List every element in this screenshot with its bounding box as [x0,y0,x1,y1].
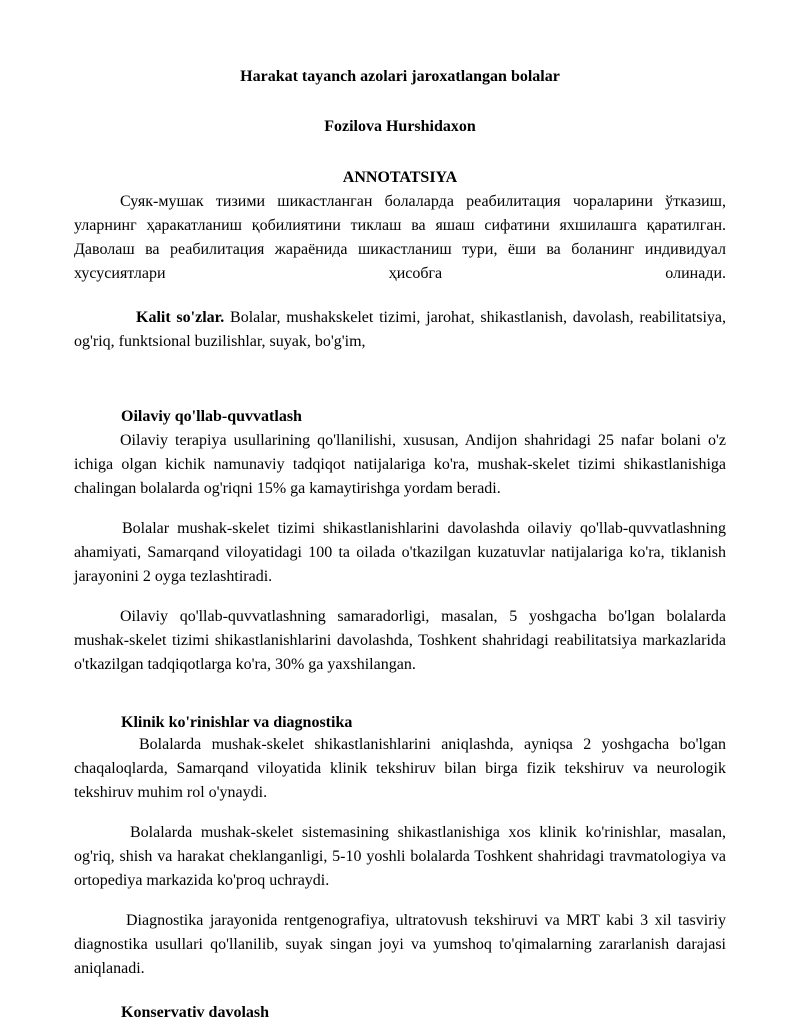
keywords-text: Bolalar, mushakskelet tizimi, jarohat, shikastlanish, davolash, reabilitatsiya, og'riq, funktsional buzilishlar, suyak, bo'g'im, [74,309,727,350]
section-heading-conservative: Konservativ davolash [121,1004,270,1021]
paragraph: Bolalarda mushak-skelet sistemasining shikastlanishiga xos klinik ko'rinishlar, masalan, og'riq, shish va harakat cheklanganligi, 5-10 yoshli bolalarda Toshkent shahridagi travmatologiya va ortopediya markazida ko'proq uchraydi. [74,824,726,889]
keywords-paragraph [74,306,726,354]
paragraph: Oilaviy terapiya usullarining qo'llanilishi, xususan, Andijon shahridagi 25 nafar bolani o'z ichiga olgan kichik namunaviy tadqiqot natijalariga ko'ra, mushak-skelet tizimi shikastlanishiga chalingan bolalarda og'riqni 15% ga kamaytirishga yordam beradi. [74,432,726,497]
paragraph: Diagnostika jarayonida rentgenografiya, ultratovush tekshiruvi va MRT kabi 3 xil tasviriy diagnostika usullari qo'llanilib, suyak singan joyi va yumshoq to'qimalarning zararlanish darajasi aniqlanadi. [74,912,726,977]
annotation-heading: ANNOTATSIYA [342,169,458,186]
paragraph: Oilaviy qo'llab-quvvatlashning samaradorligi, masalan, 5 yoshgacha bo'lgan bolalarda mushak-skelet tizimi shikastlanishlarini davolashda, Toshkent shahridagi reabilitatsiya markazlarida o'tkazilgan tadqiqotlarga ko'ra, 30% ga yaxshilangan. [74,608,726,673]
section-heading-family-support: Oilaviy qo'llab-quvvatlash [121,408,302,425]
keywords-label: Kalit so'zlar. [136,309,225,326]
annotation-text: Суяк-мушак тизими шикастланган болаларда реабилитация чораларини ўтказиш, уларнинг ҳаракатланиш қобилиятини тиклаш ва яшаш сифатини яхшилашга қаратилган. Даволаш ва реабилитация жараёнида шикастланиш тури, ёши ва боланинг индивидуал хусусиятлари ҳисобга олинади. [74,193,726,282]
document-title: Harakat tayanch azolari jaroxatlangan bolalar [240,68,560,85]
paragraph: Bolalarda mushak-skelet shikastlanishlarini aniqlashda, ayniqsa 2 yoshgacha bo'lgan chaqaloqlarda, Samarqand viloyatida klinik tekshiruv bilan birga fizik tekshiruv va neurologik tekshiruv muhim rol o'ynaydi. [74,736,726,801]
author-name: Fozilova Hurshidaxon [324,118,476,135]
paragraph: Bolalar mushak-skelet tizimi shikastlanishlarini davolashda oilaviy qo'llab-quvvatlashning ahamiyati, Samarqand viloyatidagi 100 ta oilada o'tkazilgan kuzatuvlar natijalariga ko'ra, tiklanish jarayonini 2 oyga tezlashtiradi. [74,520,726,585]
section-heading-clinical: Klinik ko'rinishlar va diagnostika [121,714,353,731]
